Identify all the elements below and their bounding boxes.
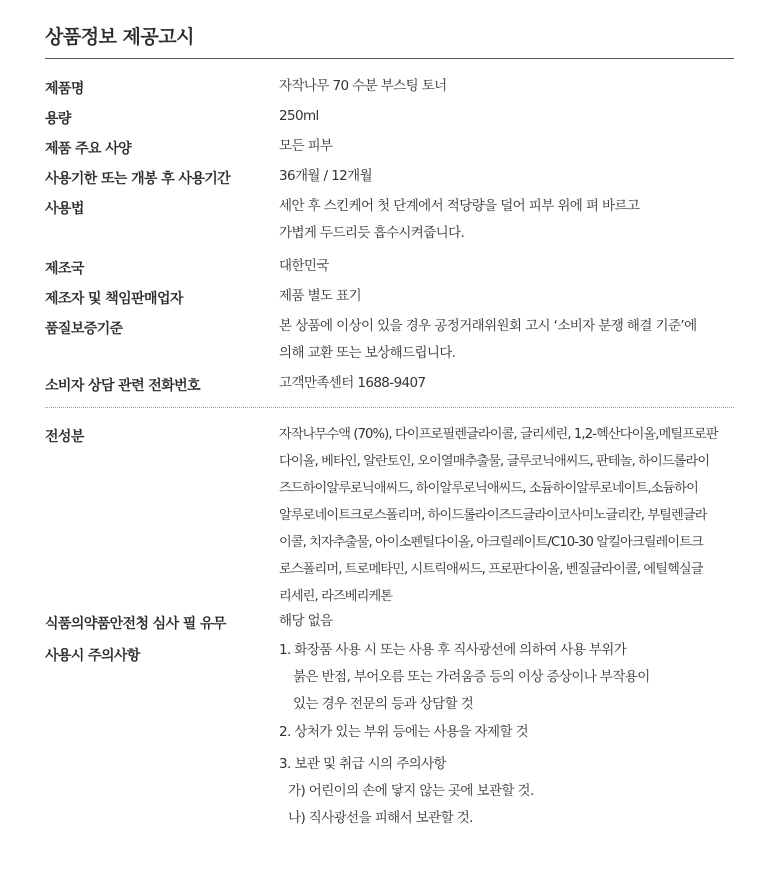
row-value: 본 상품에 이상이 있을 경우 공정거래위원회 고시 ‘소비자 분쟁 해결 기준’에 의해 교환 또는 보상해드립니다.: [279, 318, 697, 361]
row-label: 식품의약품안전청 심사 필 유무: [45, 616, 226, 632]
caution-item: 3. 보관 및 취급 시의 주의사항 가) 어린이의 손에 닿지 않는 곳에 보관할 것. 나) 직사광선을 피해서 보관할 것.: [279, 756, 534, 826]
row-label: 사용기한 또는 개봉 후 사용기간: [45, 171, 231, 187]
caution-item: 2. 상처가 있는 부위 등에는 사용을 자제할 것: [279, 724, 529, 740]
row-label: 용량: [45, 111, 71, 127]
row-label: 전성분: [45, 429, 84, 445]
row-value: 고객만족센터 1688-9407: [279, 375, 426, 391]
row-label: 사용법: [45, 201, 84, 217]
row-label: 품질보증기준: [45, 321, 123, 337]
row-label: 제조국: [45, 261, 84, 277]
caution-item: 1. 화장품 사용 시 또는 사용 후 직사광선에 의하여 사용 부위가 붉은 반점, 부어오름 또는 가려움증 등의 이상 증상이나 부작용이 있는 경우 전문의 등과 상담할 것: [279, 642, 650, 712]
title-divider: [45, 58, 734, 59]
row-value: 250ml: [279, 108, 319, 124]
row-value: 자작나무 70 수분 부스팅 토너: [279, 78, 447, 94]
row-value: 세안 후 스킨케어 첫 단계에서 적당량을 덜어 피부 위에 펴 바르고 가볍게 두드리듯 흡수시켜줍니다.: [279, 198, 640, 241]
row-label: 사용시 주의사항: [45, 648, 140, 664]
ingredients-list: 자작나무수액 (70%), 다이프로필렌글라이콜, 글리세린, 1,2-헥산다이올,메틸프로판 다이올, 베타인, 알란토인, 오이열매추출물, 글루코닉애씨드, 판테놀, 하이드롤라이 즈드하이알루로닉애씨드, 하이알루로닉애씨드, 소듐하이알루로네이트,소듐하이 알루로네이트크로스폴리머, 하이드롤라이즈드글라이코사미노글리칸, 부틸렌글라 이콜, 치자추출물, 아이소펜틸다이올, 아크릴레이트/C10-30 알킬아크릴레이트크 로스폴리머, 트로메타민, 시트릭애씨드, 프로판다이올, 벤질글라이콜, 에틸헥실글 리세린, 라즈베리케톤: [279, 427, 718, 604]
row-value: 대한민국: [279, 258, 329, 274]
section-divider: [45, 407, 734, 408]
row-label: 제품명: [45, 81, 84, 97]
row-value: 해당 없음: [279, 613, 333, 629]
row-label: 제품 주요 사양: [45, 141, 132, 157]
row-value: 36개월 / 12개월: [279, 168, 373, 184]
row-label: 제조자 및 책임판매업자: [45, 291, 183, 307]
page-title: 상품정보 제공고시: [45, 26, 194, 48]
row-value: 제품 별도 표기: [279, 288, 362, 304]
row-value: 모든 피부: [279, 138, 333, 154]
row-label: 소비자 상담 관련 전화번호: [45, 378, 200, 394]
